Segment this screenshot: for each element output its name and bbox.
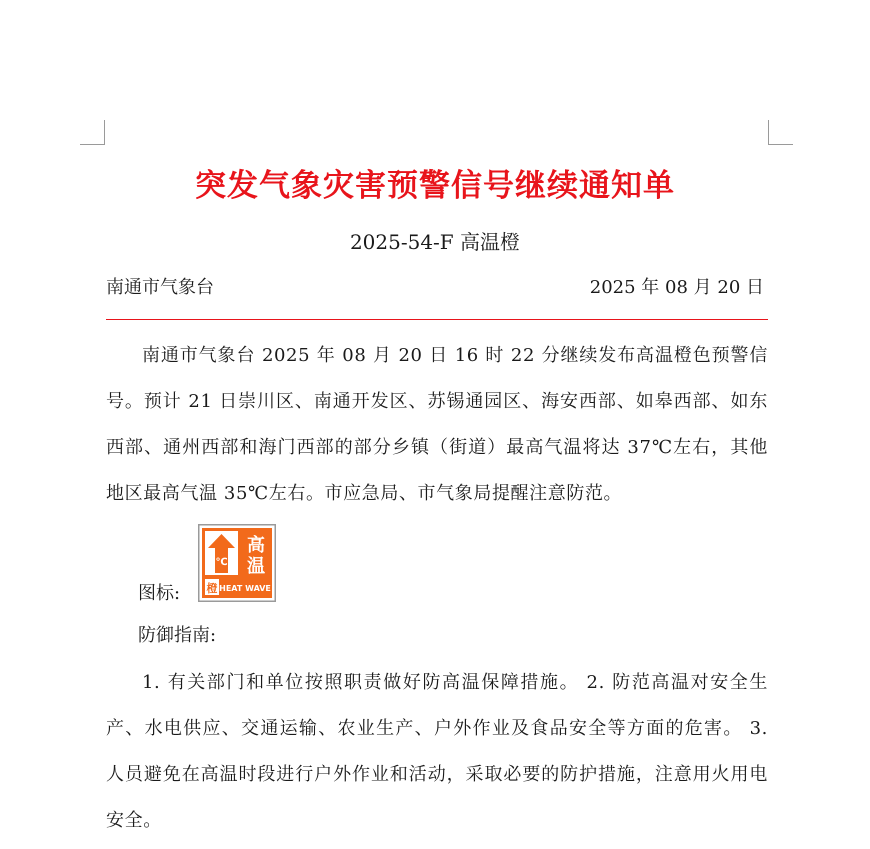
issue-date: 2025 年 08 月 20 日 xyxy=(589,277,764,298)
icon-label: 图标: xyxy=(138,583,181,604)
icon-char-temp: 温 xyxy=(247,556,265,577)
icon-row xyxy=(106,522,768,612)
page-corner-mark-left xyxy=(80,120,105,145)
document-subtitle: 2025-54-F 高温橙 xyxy=(349,230,521,254)
heat-wave-orange-icon xyxy=(198,524,276,606)
guide-paragraph: 1. 有关部门和单位按照职责做好防高温保障措施。 2. 防范高温对安全生产、水电供应、交通运输、农业生产、户外作业及食品安全等方面的危害。 3. 人员避免在高温时段进行户外作业和活动，采取必要的防护措施，注意用火用电安全。 xyxy=(106,672,768,831)
celsius-symbol: ℃ xyxy=(215,557,228,568)
page-corner-mark-right xyxy=(768,120,793,145)
issuer-name: 南通市气象台 xyxy=(106,277,214,298)
document-title: 突发气象灾害预警信号继续通知单 xyxy=(195,168,675,204)
heat-wave-signal-graphic xyxy=(198,524,276,602)
header-divider xyxy=(106,319,768,320)
icon-char-high: 高 xyxy=(247,535,265,556)
icon-english-text: HEAT WAVE xyxy=(219,584,271,593)
guide-label: 防御指南: xyxy=(138,625,217,646)
icon-level-char: 橙 xyxy=(206,582,218,595)
body-paragraph: 南通市气象台 2025 年 08 月 20 日 16 时 22 分继续发布高温橙色预警信号。预计 21 日崇川区、南通开发区、苏锡通园区、海安西部、如皋西部、如东西部、通州西部和海门西部的部分乡镇（街道）最高气温将达 37℃左右，其他地区最高气温 35℃左右。市应急局、市气象局提醒注意防范。 xyxy=(106,345,768,504)
